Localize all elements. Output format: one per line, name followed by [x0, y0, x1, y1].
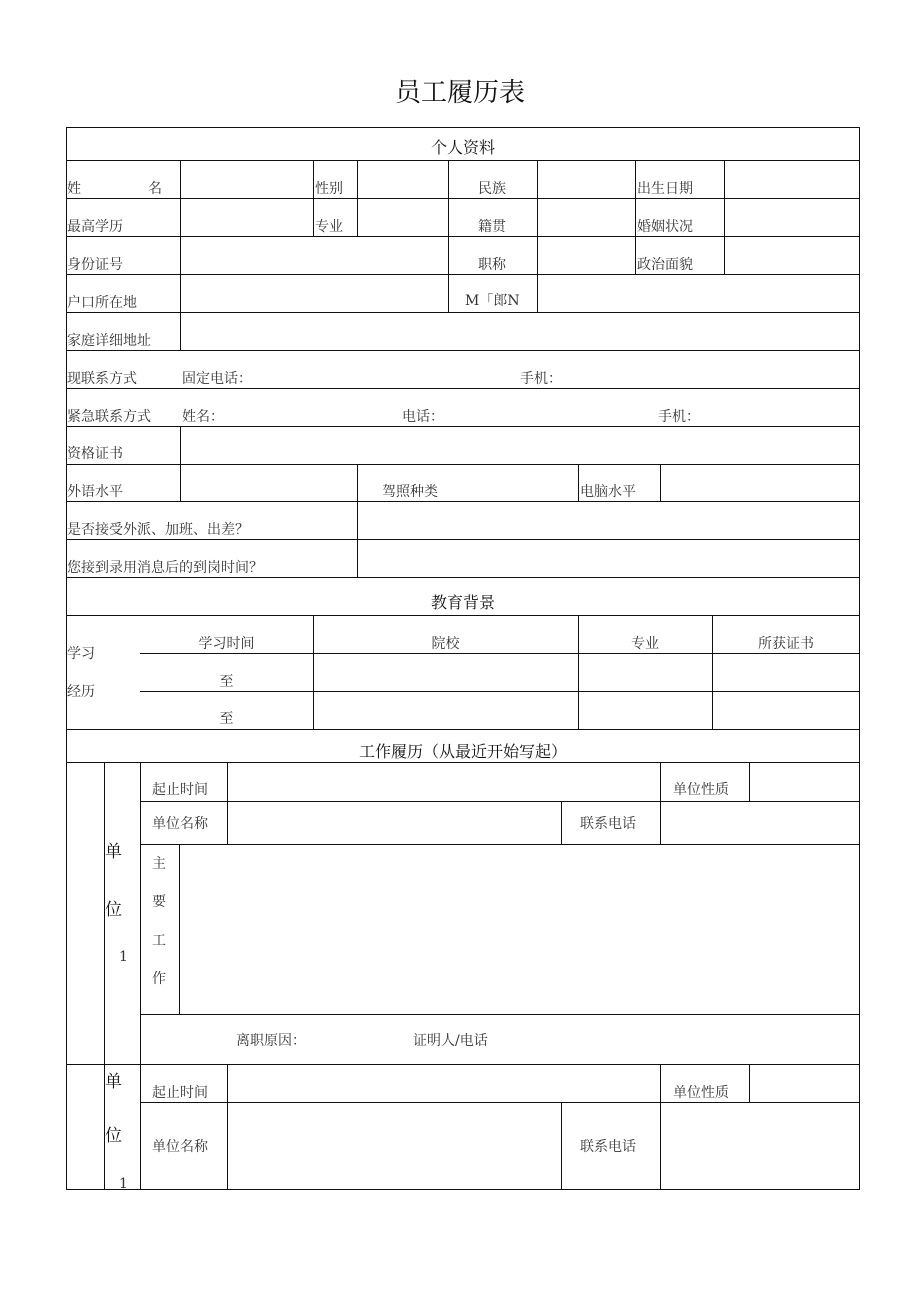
unit2-char-3: 1: [119, 1176, 128, 1192]
grid-line: [66, 762, 860, 763]
grid-line: [578, 464, 579, 501]
label-reference: 证明人/电话: [413, 1033, 488, 1049]
grid-line: [313, 615, 314, 729]
unit1-char-3: 1: [119, 949, 128, 965]
section-header-education: 教育背景: [430, 593, 495, 612]
label-major: 专业: [315, 219, 343, 235]
grid-line: [180, 426, 181, 501]
grid-line: [712, 615, 713, 729]
label-job-title: 职称: [478, 257, 506, 273]
label-education-level: 最高学历: [67, 219, 123, 235]
grid-line: [66, 274, 860, 275]
table-border-right: [859, 127, 860, 1190]
grid-line: [66, 501, 860, 502]
grid-line: [66, 388, 860, 389]
grid-line: [140, 691, 860, 692]
label-id-number: 身份证号: [67, 257, 123, 273]
label-contact: 现联系方式: [67, 371, 137, 387]
education-col-school: 院校: [431, 636, 460, 652]
grid-line: [140, 844, 860, 845]
grid-line: [660, 464, 661, 501]
education-col-major: 专业: [631, 636, 659, 652]
grid-line: [180, 160, 181, 312]
grid-line: [357, 160, 358, 236]
main-work-char-1: 主: [152, 856, 166, 872]
label-emergency-contact: 紧急联系方式: [67, 409, 151, 425]
label-emergency-phone: 电话：: [402, 409, 444, 425]
unit1-char-1: 单: [105, 842, 122, 862]
label-birth-date: 出生日期: [637, 181, 693, 197]
grid-line: [66, 615, 860, 616]
grid-line: [66, 350, 860, 351]
grid-line: [180, 312, 181, 350]
grid-line: [313, 160, 314, 236]
education-row-label-line2: 经历: [67, 684, 95, 700]
grid-line: [635, 160, 636, 274]
section-header-personal: 个人资料: [430, 138, 495, 157]
grid-line: [140, 762, 141, 1190]
grid-line: [66, 198, 860, 199]
label-ethnicity: 民族: [478, 181, 506, 197]
grid-line: [66, 426, 860, 427]
grid-line: [66, 577, 860, 578]
unit1-label-phone: 联系电话: [580, 816, 636, 832]
grid-line: [724, 160, 725, 274]
grid-line: [66, 539, 860, 540]
label-marital-status: 婚姻状况: [637, 219, 693, 235]
label-emergency-mobile: 手机：: [658, 409, 700, 425]
grid-line: [66, 1064, 860, 1065]
education-col-time: 学习时间: [198, 636, 255, 652]
education-to-1: 至: [219, 674, 234, 690]
unit2-label-name: 单位名称: [152, 1139, 208, 1155]
grid-line: [227, 762, 228, 844]
main-work-char-2: 要: [152, 894, 166, 910]
grid-line: [660, 801, 661, 844]
unit1-label-name: 单位名称: [152, 816, 208, 832]
unit1-char-2: 位: [105, 900, 122, 920]
label-foreign-language: 外语水平: [67, 484, 123, 500]
grid-line: [140, 1014, 860, 1015]
grid-line: [561, 801, 562, 844]
table-border-bottom: [66, 1189, 860, 1190]
education-row-label-line1: 学习: [67, 646, 95, 662]
grid-line: [66, 729, 860, 730]
unit2-char-2: 位: [105, 1126, 122, 1146]
label-mobile: 手机：: [520, 371, 562, 387]
unit2-label-period: 起止时间: [152, 1085, 208, 1101]
grid-line: [66, 236, 860, 237]
grid-line: [227, 1064, 228, 1190]
label-gender: 性别: [315, 181, 343, 197]
grid-line: [140, 653, 860, 654]
grid-line: [749, 762, 750, 801]
label-computer-level: 电脑水平: [580, 484, 636, 500]
label-garbled: M「郎N: [465, 293, 520, 309]
grid-line: [66, 160, 860, 161]
grid-line: [561, 1102, 562, 1190]
grid-line: [140, 1102, 860, 1103]
grid-line: [578, 615, 579, 729]
grid-line: [357, 464, 358, 577]
unit1-label-period: 起止时间: [152, 782, 208, 798]
grid-line: [66, 312, 860, 313]
grid-line: [66, 464, 860, 465]
grid-line: [537, 160, 538, 312]
main-work-char-3: 工: [152, 933, 166, 949]
label-license-type: 驾照种类: [382, 484, 438, 500]
label-landline: 固定电话：: [182, 371, 252, 387]
section-header-work: 工作履历（从最近开始写起）: [358, 742, 567, 761]
grid-line: [660, 1102, 661, 1190]
grid-line: [660, 762, 661, 801]
grid-line: [660, 1064, 661, 1102]
label-political-status: 政治面貌: [637, 257, 693, 273]
unit2-label-nature: 单位性质: [673, 1085, 729, 1101]
unit1-label-nature: 单位性质: [673, 782, 729, 798]
unit2-char-1: 单: [105, 1072, 122, 1092]
grid-line: [140, 801, 860, 802]
table-border-top: [66, 127, 860, 128]
label-accept-travel: 是否接受外派、加班、出差？: [67, 522, 249, 538]
education-to-2: 至: [219, 711, 234, 727]
label-native-place: 籍贯: [478, 219, 506, 235]
label-name-second-char: 名: [148, 181, 162, 197]
grid-line: [448, 160, 449, 312]
label-hukou: 户口所在地: [67, 295, 137, 311]
grid-line: [749, 1064, 750, 1102]
label-certificates: 资格证书: [67, 446, 123, 462]
form-title: 员工履历表: [394, 78, 525, 108]
main-work-char-4: 作: [152, 971, 166, 987]
label-leave-reason: 离职原因：: [236, 1033, 306, 1049]
unit2-label-phone: 联系电话: [580, 1139, 636, 1155]
label-name-first-char: 姓: [67, 181, 81, 197]
label-home-address: 家庭详细地址: [67, 333, 151, 349]
education-col-certificate: 所获证书: [758, 636, 814, 652]
grid-line: [179, 844, 180, 1014]
label-emergency-name: 姓名：: [182, 409, 224, 425]
label-report-time: 您接到录用消息后的到岗时间？: [67, 560, 263, 576]
